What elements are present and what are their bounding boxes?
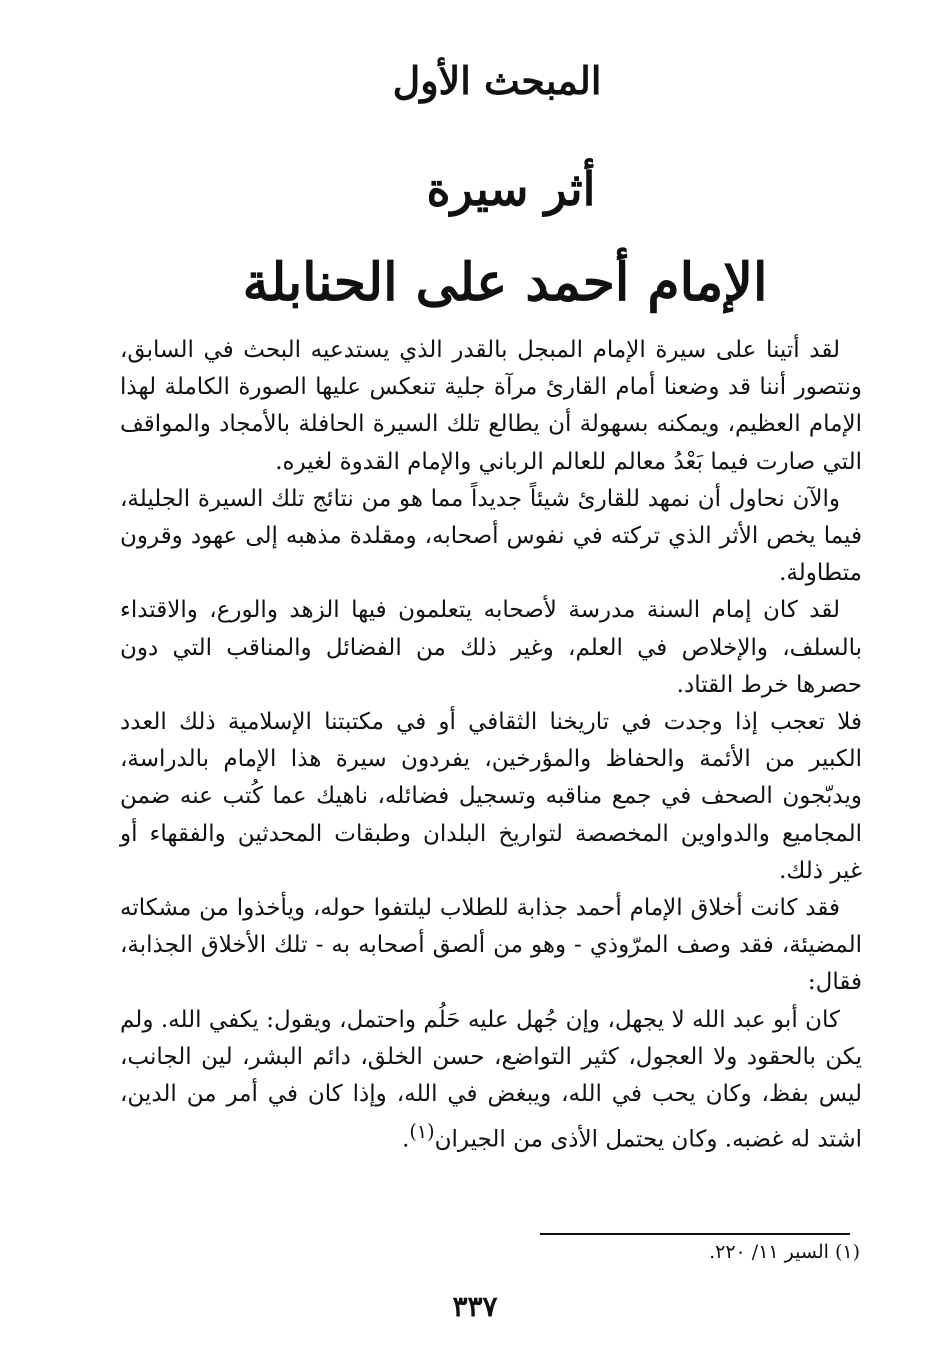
footnote-divider — [540, 1233, 850, 1235]
paragraph-5: فقد كانت أخلاق الإمام أحمد جذابة للطلاب ليلتفوا حوله، ويأخذوا من مشكاته المضيئة، فقد وصف المرّوذي - وهو من ألصق أصحابه به - تلك الأخلاق الجذابة، فقال: — [120, 895, 862, 996]
paragraph-2: والآن نحاول أن نمهد للقارئ شيئاً جديداً مما هو من نتائج تلك السيرة الجليلة، فيما يخص الأثر الذي تركته في نفوس أصحابه، ومقلدة مذهبه إلى عهود وقرون متطاولة. — [120, 485, 862, 587]
paragraph-6: كان أبو عبد الله لا يجهل، وإن جُهل عليه حَلُم واحتمل، ويقول: يكفي الله. ولم يكن بالحقود ولا العجول، كثير التواضع، حسن الخلق، دائم البشر، لين الجانب، ليس بفظ، وكان يحب في الله، ويبغض في الله، وإذا كان في أمر من الدين، اشتد له غضبه. وكان يحتمل الأذى من الجيران$^{(١)}$. — [120, 1006, 862, 1153]
paragraph-1: لقد أتينا على سيرة الإمام المبجل بالقدر الذي يستدعيه البحث في السابق، ونتصور أننا قد وضعنا أمام القارئ مرآة جلية تنعكس عليها الصورة الكاملة لهذا الإمام العظيم، ويمكنه بسهولة أن يطالع تلك السيرة الحافلة بالأمجاد والمواقف التي صارت فيما بَعْدُ معالم للعالم الرباني والإمام القدوة لغيره. — [120, 337, 862, 475]
page-number: ٣٣٧ — [452, 1290, 498, 1323]
title-line-1: أثر سيرة — [426, 162, 596, 216]
paragraph-3: لقد كان إمام السنة مدرسة لأصحابه يتعلمون فيها الزهد والورع، والاقتداء بالسلف، والإخلاص في العلم، وغير ذلك من الفضائل والمناقب التي دون حصرها خرط القتاد. — [120, 597, 862, 698]
paragraph-4: فلا تعجب إذا وجدت في تاريخنا الثقافي أو في مكتبتنا الإسلامية ذلك العدد الكبير من الأئمة والحفاظ والمؤرخين، يفردون سيرة هذا الإمام بالدراسة، ويدبّجون الصحف في جمع مناقبه وتسجيل فضائله، ناهيك عما كُتب عنه ضمن المجاميع والدواوين المخصصة لتواريخ البلدان وطبقات المحدثين والفقهاء أو غير ذلك. — [120, 709, 862, 884]
footnote-text: (١) السير ١١/ ٢٢٠. — [709, 1241, 860, 1263]
title-line-2: الإمام أحمد على الحنابلة — [242, 252, 768, 313]
footnote-marker: (١) — [409, 1120, 435, 1144]
body-text — [120, 332, 862, 1159]
paragraph-6-text: كان أبو عبد الله لا يجهل، وإن جُهل عليه حَلُم واحتمل، ويقول: يكفي الله. ولم يكن بالحقود ولا العجول، كثير التواضع، حسن الخلق، دائم البشر، لين الجانب، ليس بفظ، وكان يحب في الله، ويبغض في الله، وإذا كان في أمر من الدين، اشتد له غضبه. وكان يحتمل الأذى من الجيران — [120, 1006, 862, 1153]
chapter-heading: المبحث الأول — [392, 58, 602, 103]
